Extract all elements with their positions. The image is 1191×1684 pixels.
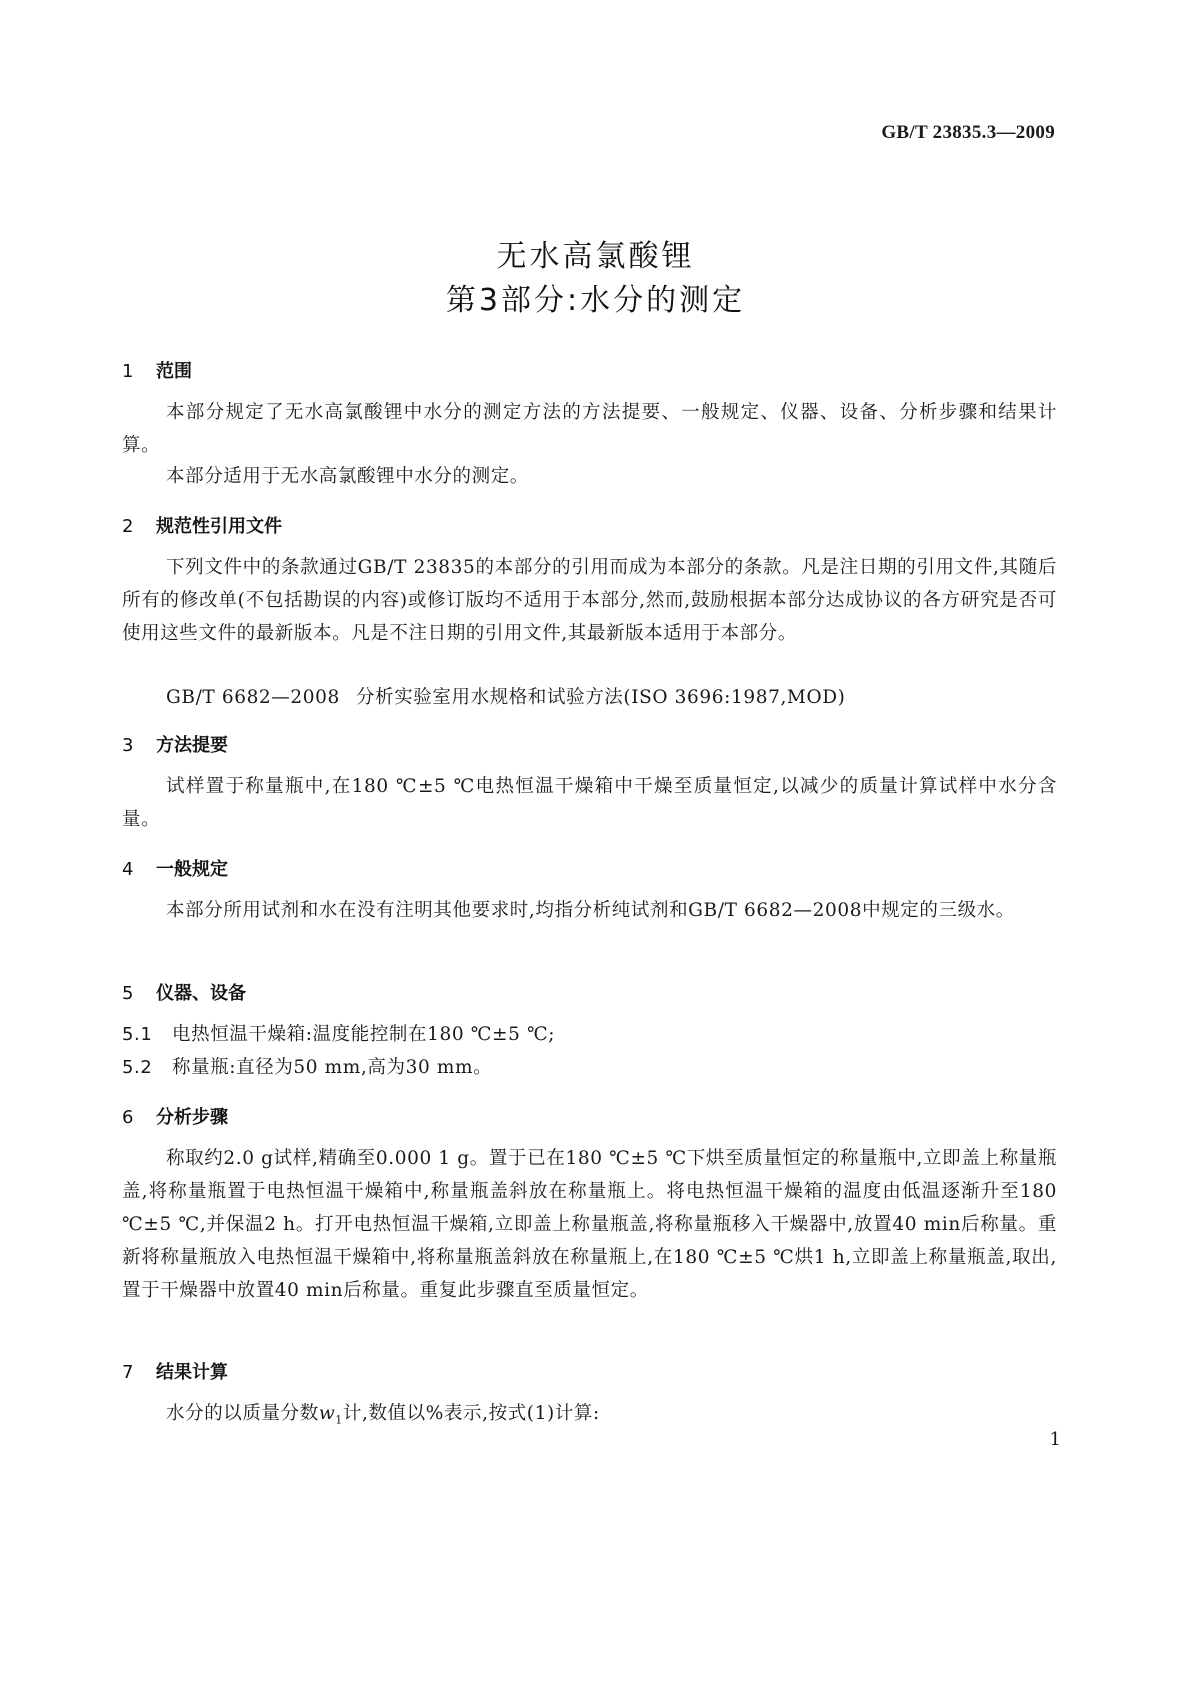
- section-heading-3: [122, 731, 228, 757]
- section-number: 7: [122, 1362, 134, 1383]
- section-title: 分析步骤: [156, 1107, 228, 1128]
- item-text: 称量瓶:直径为50 mm,高为30 mm。: [172, 1057, 493, 1078]
- document-subtitle: 第3部分:水分的测定: [445, 283, 746, 318]
- reference-title: 分析实验室用水规格和试验方法(ISO 3696:1987,MOD): [356, 687, 846, 708]
- section-heading-1: [122, 357, 192, 383]
- text-run: 水分的以质量分数: [166, 1403, 319, 1424]
- text-run: 计,数值以%表示,按式(1)计算:: [342, 1403, 600, 1424]
- section-heading-6: [122, 1103, 228, 1129]
- paragraph: 本部分规定了无水高氯酸锂中水分的测定方法的方法提要、一般规定、仪器、设备、分析步骤和结果计算。: [122, 402, 1057, 456]
- paragraph: 下列文件中的条款通过GB/T 23835的本部分的引用而成为本部分的条款。凡是注日期的引用文件,其随后所有的修改单(不包括勘误的内容)或修订版均不适用于本部分,然而,鼓励根据本部分达成协议的各方研究是否可使用这些文件的最新版本。凡是不注日期的引用文件,其最新版本适用于本部分。: [122, 557, 1057, 644]
- section-number: 5: [122, 983, 134, 1004]
- item-number: 5.1: [122, 1024, 153, 1045]
- page-number: 1: [1049, 1429, 1061, 1450]
- list-item: [122, 1018, 1057, 1051]
- section-heading-4: [122, 855, 228, 881]
- item-text: 电热恒温干燥箱:温度能控制在180 ℃±5 ℃;: [172, 1024, 556, 1045]
- section-number: 3: [122, 735, 134, 756]
- section-title: 结果计算: [156, 1362, 228, 1383]
- section-heading-5: [122, 979, 246, 1005]
- variable-subscript: 1: [335, 1413, 343, 1427]
- list-item: [122, 1051, 1057, 1084]
- variable: w: [318, 1403, 336, 1424]
- section-title: 仪器、设备: [156, 983, 246, 1004]
- section-number: 6: [122, 1107, 134, 1128]
- paragraph: 称取约2.0 g试样,精确至0.000 1 g。置于已在180 ℃±5 ℃下烘至质量恒定的称量瓶中,立即盖上称量瓶盖,将称量瓶置于电热恒温干燥箱中,称量瓶盖斜放在称量瓶上。将电热恒温干燥箱的温度由低温逐渐升至180 ℃±5 ℃,并保温2 h。打开电热恒温干燥箱,立即盖上称量瓶盖,将称量瓶移入干燥器中,放置40 min后称量。重新将称量瓶放入电热恒温干燥箱中,将称量瓶盖斜放在称量瓶上,在180 ℃±5 ℃烘1 h,立即盖上称量瓶盖,取出,置于干燥器中放置40 min后称量。重复此步骤直至质量恒定。: [122, 1148, 1057, 1301]
- reference-code: GB/T 6682—2008: [166, 687, 340, 708]
- section-title: 一般规定: [156, 859, 228, 880]
- section-title: 范围: [156, 361, 192, 382]
- item-number: 5.2: [122, 1057, 153, 1078]
- normative-reference: [166, 681, 1101, 714]
- paragraph: [122, 1397, 1057, 1437]
- section-number: 1: [122, 361, 134, 382]
- paragraph: 本部分所用试剂和水在没有注明其他要求时,均指分析纯试剂和GB/T 6682—2008中规定的三级水。: [166, 900, 1015, 921]
- section-number: 2: [122, 516, 134, 537]
- section-heading-2: [122, 512, 282, 538]
- paragraph: 本部分适用于无水高氯酸锂中水分的测定。: [166, 466, 529, 487]
- paragraph: 试样置于称量瓶中,在180 ℃±5 ℃电热恒温干燥箱中干燥至质量恒定,以减少的质量计算试样中水分含量。: [122, 776, 1057, 830]
- section-number: 4: [122, 859, 134, 880]
- section-heading-7: [122, 1358, 228, 1384]
- section-title: 方法提要: [156, 735, 228, 756]
- document-title: 无水高氯酸锂: [496, 239, 695, 274]
- standard-code: GB/T 23835.3—2009: [881, 122, 1055, 143]
- section-title: 规范性引用文件: [156, 516, 282, 537]
